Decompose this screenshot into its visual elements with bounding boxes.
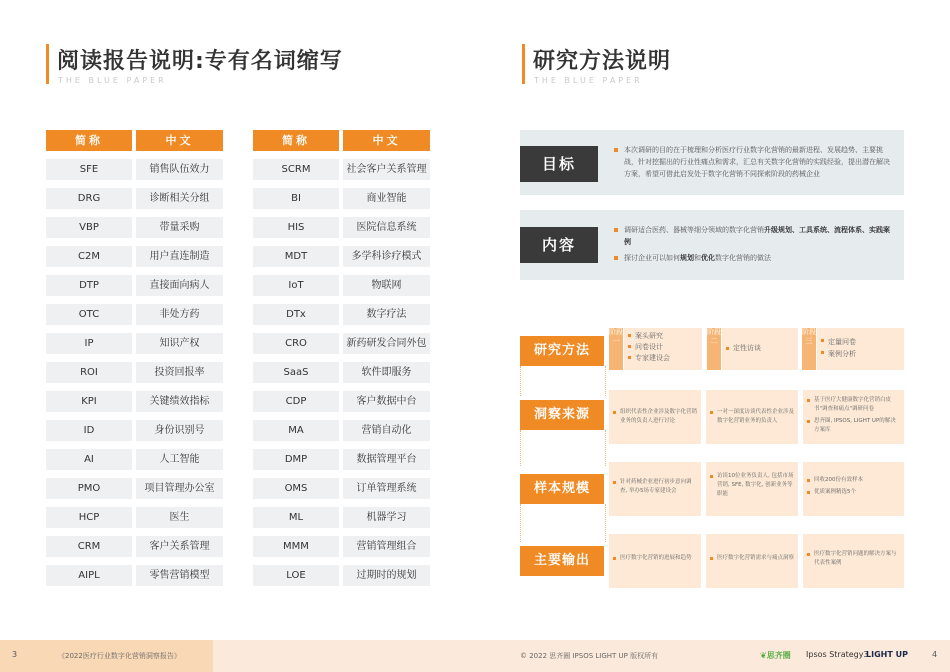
table-row <box>46 246 223 267</box>
abbreviation-cell: HCP <box>46 507 132 528</box>
chinese-term-cell: 新药研发合同外包 <box>343 333 430 354</box>
left-title-accent-bar <box>46 44 49 84</box>
output-item: 医疗数字化营销的进展和趋势 <box>613 554 697 563</box>
chinese-term-cell: 用户直连制造 <box>136 246 223 267</box>
chinese-term-cell: 营销自动化 <box>343 420 430 441</box>
table-row <box>253 159 430 180</box>
abbreviation-cell: DTP <box>46 275 132 296</box>
methods-label: 研究方法 <box>520 336 604 366</box>
right-title-accent-bar <box>522 44 525 84</box>
abbreviation-cell: ID <box>46 420 132 441</box>
chinese-term-cell: 医生 <box>136 507 223 528</box>
abbreviation-cell: CRO <box>253 333 339 354</box>
table-row <box>46 536 223 557</box>
abbreviation-cell: C2M <box>46 246 132 267</box>
chinese-term-cell: 诊断相关分组 <box>136 188 223 209</box>
chinese-term-cell: 机器学习 <box>343 507 430 528</box>
abbreviation-cell: KPI <box>46 391 132 412</box>
left-page-subtitle: THE BLUE PAPER <box>58 76 167 85</box>
stage-2-item: 定性访谈 <box>726 344 794 353</box>
abbreviation-cell: MMM <box>253 536 339 557</box>
stage-3-tag <box>802 328 816 370</box>
stage-3-text: 阶段三 <box>802 328 816 345</box>
connector-3 <box>520 504 606 542</box>
table-header-row <box>46 130 223 151</box>
chinese-term-cell: 非处方药 <box>136 304 223 325</box>
stage-1-item: 问卷设计 <box>628 342 698 353</box>
table-row <box>46 188 223 209</box>
abbreviation-cell: SFE <box>46 159 132 180</box>
abbreviation-cell: AIPL <box>46 565 132 586</box>
page-number-left: 3 <box>12 650 18 659</box>
content-bullet-2: 探讨企业可以如何规划和优化数字化营销的做法 <box>614 252 894 264</box>
logo-siqiquan <box>760 650 791 661</box>
chinese-term-cell: 医院信息系统 <box>343 217 430 238</box>
sample-item: 访谈10位业务负责人, 包括市场营销, SFE, 数字化, 创新业务等职能 <box>710 472 794 499</box>
abbreviation-cell: SaaS <box>253 362 339 383</box>
right-page-title: 研究方法说明 <box>533 49 672 74</box>
table-row <box>46 449 223 470</box>
sample-item: 优质案例精选5个 <box>807 488 900 497</box>
table-row <box>46 217 223 238</box>
chinese-term-cell: 数字疗法 <box>343 304 430 325</box>
table-row <box>46 304 223 325</box>
goal-bullet: 本次调研的目的在于梳理和分析医疗行业数字化营销的最新进程、发展趋势、主要挑战，针对挖掘出的行业性痛点和需求，汇总有关数字化营销的实践经验，提出潜在解决方案，希望可借此启发处于数字化营销不同探索阶段的药械企业 <box>614 144 894 180</box>
abbreviation-cell: MDT <box>253 246 339 267</box>
abbreviation-cell: SCRM <box>253 159 339 180</box>
abbreviation-table-2 <box>253 130 430 594</box>
table-row <box>46 333 223 354</box>
abbreviation-cell: DMP <box>253 449 339 470</box>
leaf-icon: ❦ <box>760 651 767 660</box>
sample-label: 样本规模 <box>520 474 604 504</box>
chinese-term-cell: 物联网 <box>343 275 430 296</box>
output-col-1 <box>609 534 701 588</box>
sample-col-2 <box>706 462 798 516</box>
stage-1-text: 阶段一 <box>609 328 623 345</box>
stage-1-item: 案头研究 <box>628 331 698 342</box>
chinese-term-cell: 客户数据中台 <box>343 391 430 412</box>
abbreviation-cell: DRG <box>46 188 132 209</box>
table-row <box>253 362 430 383</box>
table-row <box>46 478 223 499</box>
abbreviation-cell: HIS <box>253 217 339 238</box>
table-row <box>253 507 430 528</box>
header-chinese: 中文 <box>136 130 223 151</box>
logo-lightup: LIGHT UP <box>866 650 908 659</box>
table-row <box>46 391 223 412</box>
table-row <box>253 536 430 557</box>
stage-1-tag <box>609 328 623 370</box>
sample-col-1 <box>609 462 701 516</box>
connector-1 <box>520 366 606 396</box>
goal-text <box>614 144 894 184</box>
copyright-text: © 2022 思齐圈 IPSOS LIGHT UP 版权所有 <box>520 652 659 660</box>
header-abbreviation: 简称 <box>46 130 132 151</box>
abbreviation-cell: BI <box>253 188 339 209</box>
sources-item: 基于医疗大健康数字化营销白皮书"调查和痛点"调研问卷 <box>807 396 900 414</box>
sample-item: 回收200份有效样本 <box>807 476 900 485</box>
table-row <box>46 420 223 441</box>
sources-col-3 <box>803 390 904 444</box>
table-row <box>253 478 430 499</box>
sample-col-3 <box>803 462 904 516</box>
sample-item: 针对药械企业进行初步意向调查, 举办5场专家建设会 <box>613 478 697 496</box>
sources-item: 一对一深度访谈代表性企业涉及数字化营销业务的负责人 <box>710 408 794 426</box>
sources-item: 思齐圈, IPSOS, LIGHT UP的解决方案库 <box>807 417 900 435</box>
chinese-term-cell: 过期时的规划 <box>343 565 430 586</box>
stage-3-box <box>817 328 904 370</box>
chinese-term-cell: 商业智能 <box>343 188 430 209</box>
abbreviation-cell: OTC <box>46 304 132 325</box>
chinese-term-cell: 带量采购 <box>136 217 223 238</box>
chinese-term-cell: 销售队伍效力 <box>136 159 223 180</box>
chinese-term-cell: 营销管理组合 <box>343 536 430 557</box>
output-item: 医疗数字化营销需求与痛点洞察 <box>710 554 794 563</box>
abbreviation-cell: CDP <box>253 391 339 412</box>
chinese-term-cell: 零售营销模型 <box>136 565 223 586</box>
abbreviation-cell: VBP <box>46 217 132 238</box>
logo-siqiquan-text: 思齐圈 <box>766 651 791 660</box>
abbreviation-table-1 <box>46 130 223 594</box>
output-col-2 <box>706 534 798 588</box>
table-row <box>253 565 430 586</box>
table-row <box>46 565 223 586</box>
chinese-term-cell: 关键绩效指标 <box>136 391 223 412</box>
sources-label: 洞察来源 <box>520 400 604 430</box>
chinese-term-cell: 软件即服务 <box>343 362 430 383</box>
table-row <box>253 275 430 296</box>
output-col-3 <box>803 534 904 588</box>
stage-2-text: 阶段二 <box>707 328 721 345</box>
table-row <box>253 391 430 412</box>
table-row <box>253 188 430 209</box>
table-row <box>46 507 223 528</box>
header-chinese: 中文 <box>343 130 430 151</box>
content-label: 内容 <box>520 227 598 263</box>
content-bullet-1: 调研适合医药、器械等细分领域的数字化营销升级规划、工具系统、流程体系、实践案例 <box>614 224 894 248</box>
goal-label: 目标 <box>520 146 598 182</box>
chinese-term-cell: 直接面向病人 <box>136 275 223 296</box>
chinese-term-cell: 身份识别号 <box>136 420 223 441</box>
output-item: 医疗数字化营销问题的解决方案与代表性案例 <box>807 550 900 568</box>
table-row <box>253 246 430 267</box>
table-row <box>253 449 430 470</box>
abbreviation-cell: IP <box>46 333 132 354</box>
chinese-term-cell: 项目管理办公室 <box>136 478 223 499</box>
chinese-term-cell: 客户关系管理 <box>136 536 223 557</box>
page-number-right: 4 <box>932 650 938 659</box>
chinese-term-cell: 数据管理平台 <box>343 449 430 470</box>
table-header-row <box>253 130 430 151</box>
connector-2 <box>520 430 606 466</box>
abbreviation-cell: IoT <box>253 275 339 296</box>
table-row <box>253 420 430 441</box>
abbreviation-cell: LOE <box>253 565 339 586</box>
sources-item: 组织代表性企业涉及数字化营销业务的负责人进行讨论 <box>613 408 697 426</box>
table-row <box>253 333 430 354</box>
abbreviation-cell: ML <box>253 507 339 528</box>
table-row <box>46 362 223 383</box>
content-text <box>614 224 894 268</box>
left-page-title: 阅读报告说明:专有名词缩写 <box>57 49 343 74</box>
chinese-term-cell: 知识产权 <box>136 333 223 354</box>
table-row <box>46 159 223 180</box>
abbreviation-cell: AI <box>46 449 132 470</box>
logo-ipsos: Ipsos Strategy3 <box>806 650 869 659</box>
stage-3-item: 定量问卷 <box>821 336 900 348</box>
chinese-term-cell: 订单管理系统 <box>343 478 430 499</box>
abbreviation-cell: ROI <box>46 362 132 383</box>
stage-1-item: 专家建设会 <box>628 353 698 364</box>
table-row <box>46 275 223 296</box>
sources-col-1 <box>609 390 701 444</box>
stage-1-box <box>624 328 702 370</box>
abbreviation-cell: PMO <box>46 478 132 499</box>
abbreviation-cell: OMS <box>253 478 339 499</box>
sources-col-2 <box>706 390 798 444</box>
output-label: 主要输出 <box>520 546 604 576</box>
table-row <box>253 304 430 325</box>
abbreviation-cell: CRM <box>46 536 132 557</box>
chinese-term-cell: 多学科诊疗模式 <box>343 246 430 267</box>
stage-2-tag <box>707 328 721 370</box>
report-title: 《2022医疗行业数字化营销洞察报告》 <box>58 652 181 660</box>
stage-3-item: 案例分析 <box>821 348 900 360</box>
chinese-term-cell: 投资回报率 <box>136 362 223 383</box>
right-page-subtitle: THE BLUE PAPER <box>534 76 643 85</box>
abbreviation-cell: DTx <box>253 304 339 325</box>
header-abbreviation: 简称 <box>253 130 339 151</box>
abbreviation-cell: MA <box>253 420 339 441</box>
table-row <box>253 217 430 238</box>
chinese-term-cell: 社会客户关系管理 <box>343 159 430 180</box>
chinese-term-cell: 人工智能 <box>136 449 223 470</box>
stage-2-box <box>722 328 798 370</box>
